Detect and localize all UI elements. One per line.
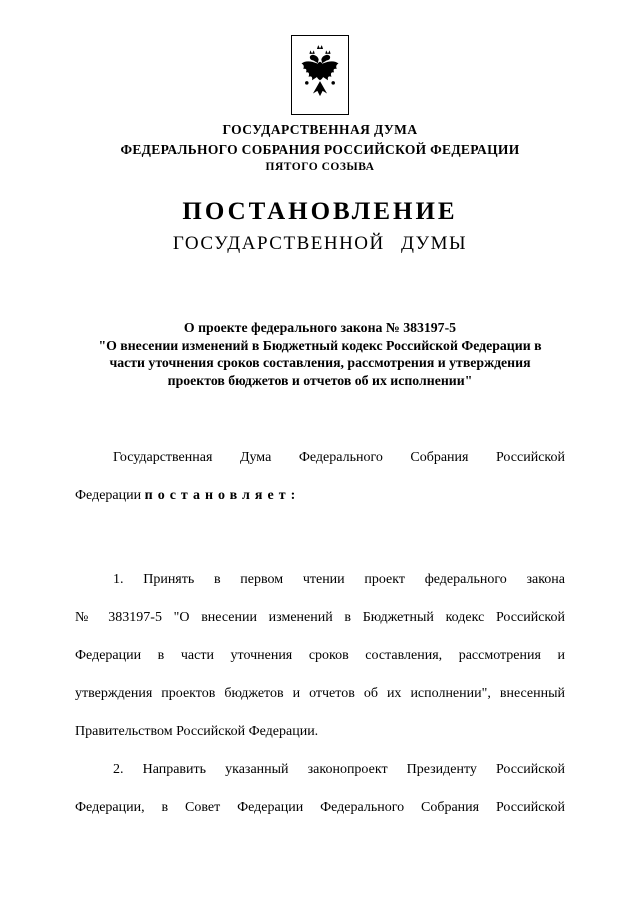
paragraph-item-2 (75, 751, 565, 827)
body-line: Федерации в части уточнения сроков составления, рассмотрения и (75, 648, 565, 663)
org-name-line1: ГОСУДАРСТВЕННАЯ ДУМА (222, 122, 418, 137)
body-line (75, 477, 565, 515)
body-line: Правительством Российской Федерации. (75, 724, 319, 739)
body-line: № 383197-5 "О внесении изменений в Бюджетный кодекс Российской (75, 610, 565, 625)
subject-line: проектов бюджетов и отчетов об их исполнении" (167, 372, 473, 388)
body-line: 2. Направить указанный законопроект Президенту Российской (113, 762, 565, 777)
resolves-emphasis: постановляет: (144, 488, 301, 503)
double-headed-eagle-icon (298, 43, 342, 107)
resolution-subject (60, 319, 580, 389)
subject-line: "О внесении изменений в Бюджетный кодекс Российской Федерации в (98, 337, 542, 353)
paragraph-preamble (75, 439, 565, 515)
org-name-line2: ФЕДЕРАЛЬНОГО СОБРАНИЯ РОССИЙСКОЙ ФЕДЕРАЦИИ (120, 142, 520, 157)
preamble-prefix: Федерации (75, 488, 145, 503)
body-line: 1. Принять в первом чтении проект федерального закона (113, 572, 565, 587)
resolution-body (75, 439, 565, 827)
body-line: утверждения проектов бюджетов и отчетов об их исполнении", внесенный (75, 686, 565, 701)
emblem-border (291, 35, 349, 115)
body-line: Государственная Дума Федерального Собрания Российской (113, 450, 565, 465)
document-subtitle: ГОСУДАРСТВЕННОЙ ДУМЫ (172, 233, 468, 254)
document-title: ПОСТАНОВЛЕНИЕ (182, 198, 458, 225)
paragraph-item-1 (75, 561, 565, 751)
subject-line: О проекте федерального закона № 383197-5 (183, 320, 457, 335)
body-line: Федерации, в Совет Федерации Федерального Собрания Российской (75, 800, 565, 815)
org-name-line3: ПЯТОГО СОЗЫВА (265, 161, 375, 173)
subject-line: части уточнения сроков составления, рассмотрения и утверждения (109, 355, 531, 370)
